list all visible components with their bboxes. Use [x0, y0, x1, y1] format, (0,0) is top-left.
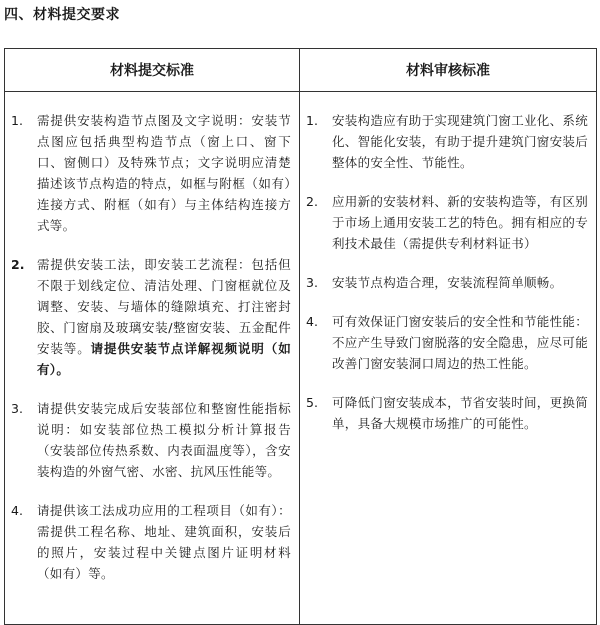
section-title: 四、材料提交要求 [4, 7, 120, 23]
item-text: 可有效保证门窗安装后的安全性和节能性能：不应产生导致门窗脱落的安全隐患，应尽可能改善门窗安装洞口周边的热工性能。 [332, 314, 589, 371]
item-number: 3. [306, 275, 318, 290]
list-item [306, 311, 588, 374]
item-text: 应用新的安装材料、新的安装构造等，有区别于市场上通用安装工艺的特色。拥有相应的专利技术最佳（需提供专利材料证书） [332, 194, 589, 251]
item-number: 5. [306, 395, 318, 410]
item-number: 2. [11, 257, 25, 272]
list-item [306, 392, 588, 434]
list-item [306, 110, 588, 173]
review-standard-cell [300, 92, 597, 625]
item-number: 3. [11, 401, 23, 416]
header-submission-standard: 材料提交标准 [5, 49, 300, 92]
requirements-table [4, 48, 597, 625]
item-text: 请提供该工法成功应用的工程项目（如有）：需提供工程名称、地址、建筑面积，安装后的照片，安装过程中关键点图片证明材料（如有）等。 [37, 503, 291, 581]
item-emphasis-text: 请提供安装节点详解视频说明（如有）。 [37, 341, 291, 377]
list-item [11, 500, 291, 584]
list-item [11, 110, 291, 236]
list-item [11, 398, 291, 482]
header-review-standard: 材料审核标准 [300, 49, 597, 92]
item-text: 可降低门窗安装成本，节省安装时间，更换简单，具备大规模市场推广的可能性。 [332, 395, 589, 431]
item-number: 1. [11, 113, 23, 128]
item-number: 1. [306, 113, 318, 128]
item-text: 安装构造应有助于实现建筑门窗工业化、系统化、智能化安装，有助于提升建筑门窗安装后整体的安全性、节能性。 [332, 113, 589, 170]
item-text: 需提供安装工法，即安装工艺流程：包括但不限于划线定位、清洁处理、门窗框就位及调整、安装、与墙体的缝隙填充、打注密封胶、门窗扇及玻璃安装/整窗安装、五金配件安装等。 [37, 257, 291, 356]
list-item [11, 254, 291, 380]
item-text: 安装节点构造合理，安装流程简单顺畅。 [332, 275, 563, 290]
item-text-wrapper [37, 254, 291, 380]
item-text: 需提供安装构造节点图及文字说明：安装节点图应包括典型构造节点（窗上口、窗下口、窗侧口）及特殊节点；文字说明应清楚描述该节点构造的特点，如框与附框（如有）连接方式、附框（如有）与主体结构连接方式等。 [37, 113, 291, 233]
item-number: 2. [306, 194, 318, 209]
list-item [306, 191, 588, 254]
list-item [306, 272, 588, 293]
submission-standard-cell [5, 92, 300, 625]
item-number: 4. [306, 314, 318, 329]
item-text: 请提供安装完成后安装部位和整窗性能指标说明：如安装部位热工模拟分析计算报告（安装部位传热系数、内表面温度等），含安装构造的外窗气密、水密、抗风压性能等。 [37, 401, 291, 479]
table-body-row [5, 92, 597, 625]
item-number: 4. [11, 503, 23, 518]
table-header-row [5, 49, 597, 92]
